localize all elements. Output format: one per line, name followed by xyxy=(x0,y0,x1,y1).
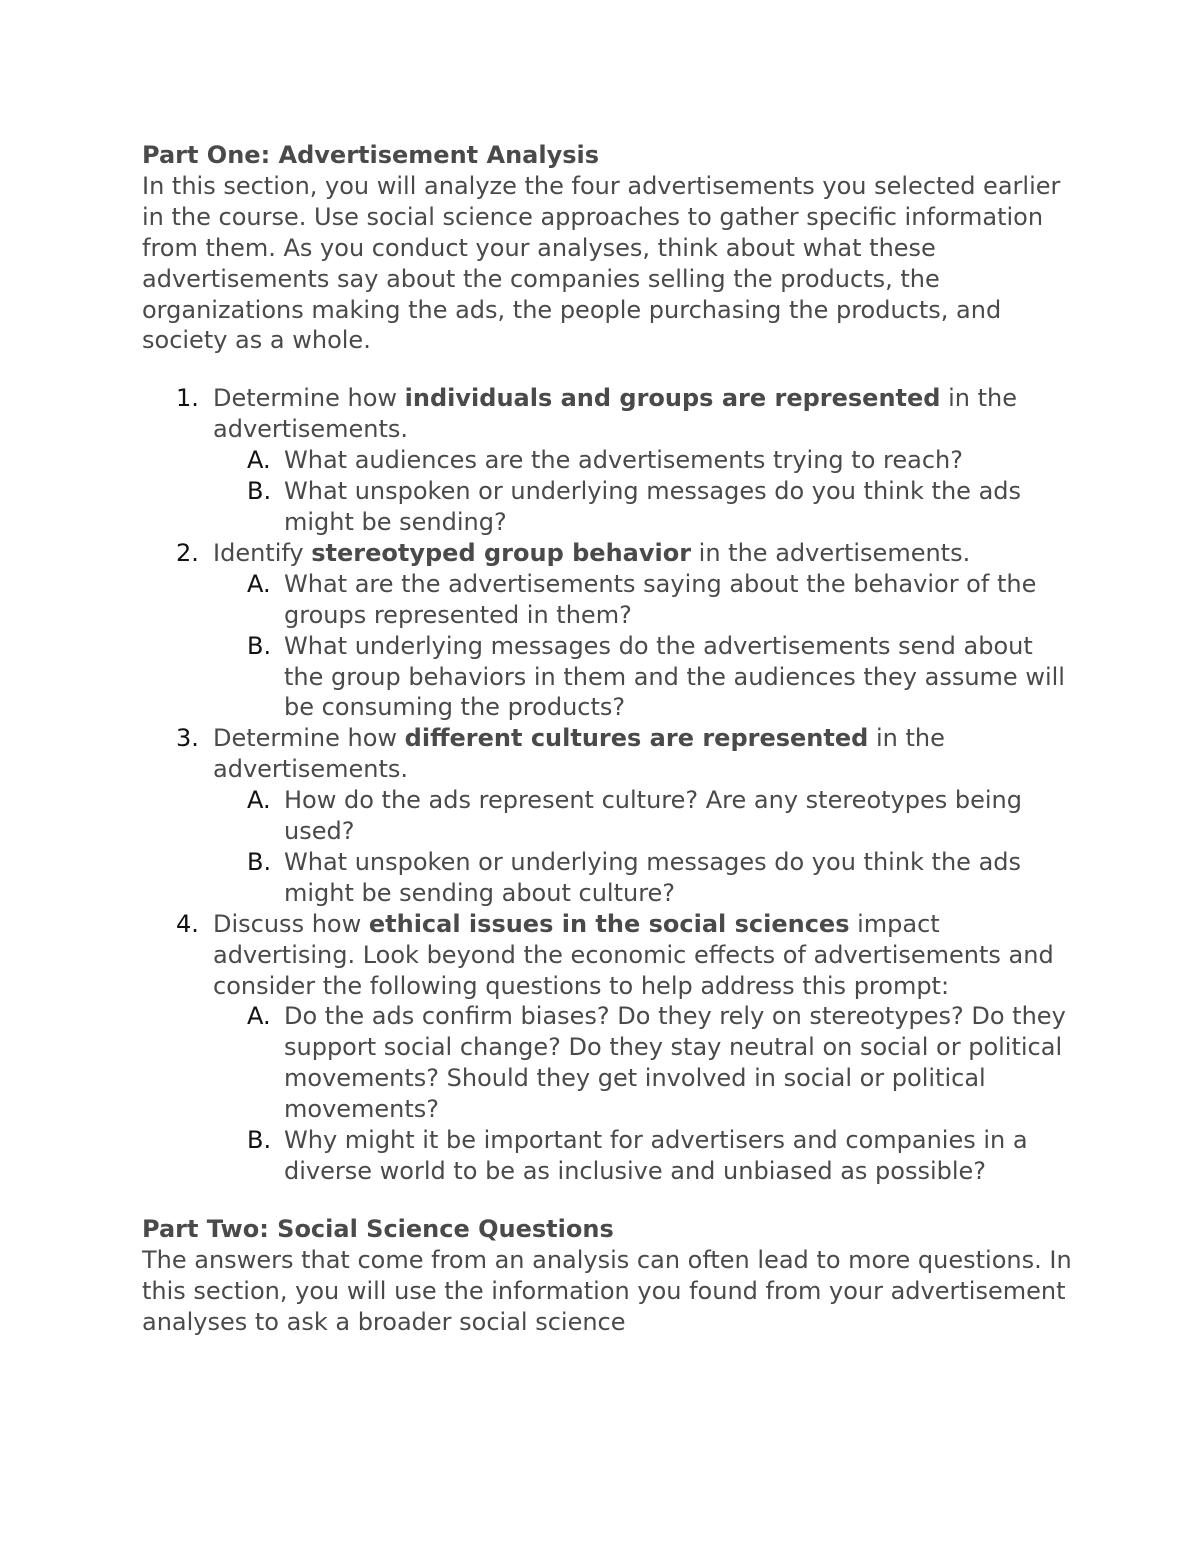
item-text-bold: different cultures are represented xyxy=(404,724,869,753)
sub-list xyxy=(213,785,1072,909)
sub-letter: A. xyxy=(247,786,271,815)
sub-list xyxy=(213,445,1072,538)
item-text-post: in the advertisements. xyxy=(691,538,971,567)
list-number: 4. xyxy=(176,909,199,938)
sub-letter: A. xyxy=(247,1002,271,1031)
list-number: 2. xyxy=(176,538,199,567)
sub-letter: B. xyxy=(247,631,272,660)
list-item-3 xyxy=(142,723,1072,908)
sub-letter: A. xyxy=(247,446,271,475)
list-number: 3. xyxy=(176,724,199,753)
part-two-heading: Part Two: Social Science Questions xyxy=(142,1214,614,1243)
item-text-bold: ethical issues in the social sciences xyxy=(368,909,850,938)
item-text-pre: Determine how xyxy=(213,724,405,753)
item-text-pre: Determine how xyxy=(213,384,405,413)
sub-item-4a xyxy=(213,1001,1072,1125)
sub-letter: B. xyxy=(247,1126,272,1155)
list-item-1 xyxy=(142,383,1072,538)
document-page xyxy=(142,140,1072,1338)
item-text-post: in the advertisements. xyxy=(213,384,1017,444)
item-text-pre: Discuss how xyxy=(213,909,369,938)
sub-letter: A. xyxy=(247,569,271,598)
part-one-intro: In this section, you will analyze the four advertisements you selected earlier in the course. Use social science approaches to gather specific information from them. As you conduct your analyses, think about what these advertisements say about the companies selling the products, the organizations making the ads, the people purchasing the products, and society as a whole. xyxy=(142,171,1061,355)
list-number: 1. xyxy=(176,384,199,413)
part-one-heading: Part One: Advertisement Analysis xyxy=(142,141,600,169)
list-item-4 xyxy=(142,909,1072,1187)
sub-item-4b xyxy=(213,1125,1072,1187)
item-text-post: impact advertising. Look beyond the economic effects of advertisements and consider the following questions to help address this prompt: xyxy=(213,909,1054,1000)
item-text-bold: individuals and groups are represented xyxy=(404,384,941,413)
spacer xyxy=(142,356,1072,383)
item-text-bold: stereotyped group behavior xyxy=(311,538,692,567)
list-item-2 xyxy=(142,538,1072,723)
sub-item-1a xyxy=(213,445,1072,476)
sub-item-2b xyxy=(213,631,1072,724)
item-text-pre: Identify xyxy=(213,538,312,567)
analysis-list xyxy=(142,383,1072,1187)
spacer xyxy=(142,1187,1072,1214)
sub-item-2a xyxy=(213,569,1072,631)
sub-item-3a xyxy=(213,785,1072,847)
sub-text: What unspoken or underlying messages do you think the ads might be sending? xyxy=(284,477,1022,536)
item-text-post: in the advertisements. xyxy=(213,724,945,784)
sub-text: Why might it be important for advertisers and companies in a diverse world to be as inclusive and unbiased as possible? xyxy=(284,1126,1028,1185)
sub-text: What underlying messages do the advertisements send about the group behaviors in them and the audiences they assume will be consuming the products? xyxy=(284,631,1065,722)
sub-letter: B. xyxy=(247,847,272,876)
part-two-intro: The answers that come from an analysis can often lead to more questions. In this section, you will use the information you found from your advertisement analyses to ask a broader social science xyxy=(142,1245,1072,1336)
sub-letter: B. xyxy=(247,477,272,506)
sub-text: How do the ads represent culture? Are any stereotypes being used? xyxy=(284,786,1022,846)
sub-list xyxy=(213,569,1072,724)
sub-text: What unspoken or underlying messages do you think the ads might be sending about culture? xyxy=(284,847,1022,907)
sub-text: Do the ads confirm biases? Do they rely on stereotypes? Do they support social change? Do they stay neutral on social or political movements? Should they get involved in social or political movements? xyxy=(284,1002,1066,1124)
sub-text: What are the advertisements saying about the behavior of the groups represented in them? xyxy=(284,569,1037,629)
sub-item-3b xyxy=(213,847,1072,909)
sub-text: What audiences are the advertisements trying to reach? xyxy=(284,446,963,475)
sub-item-1b xyxy=(213,476,1072,538)
sub-list xyxy=(213,1001,1072,1186)
